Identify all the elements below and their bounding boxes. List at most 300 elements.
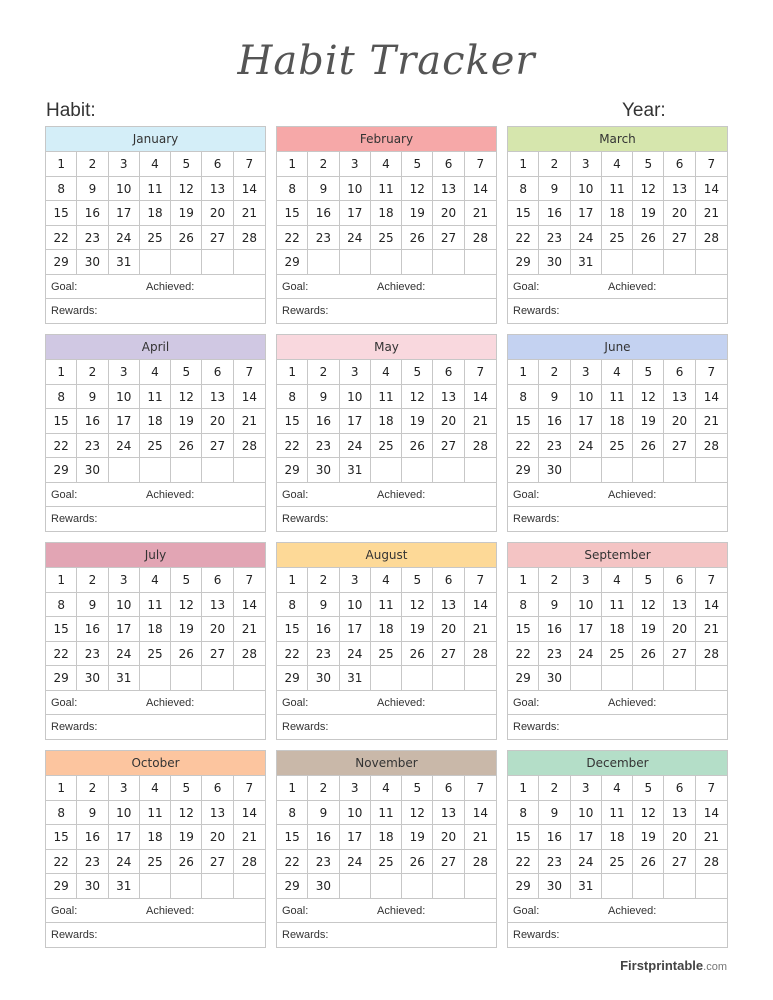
empty-day-cell[interactable] [371, 250, 402, 275]
day-cell[interactable]: 8 [277, 177, 308, 202]
goal-row[interactable] [508, 275, 727, 300]
day-cell[interactable]: 1 [508, 152, 539, 177]
day-cell[interactable]: 7 [465, 776, 496, 801]
day-cell[interactable]: 11 [371, 593, 402, 618]
day-cell[interactable]: 3 [340, 152, 371, 177]
day-cell[interactable]: 28 [465, 642, 496, 667]
empty-day-cell[interactable] [664, 458, 695, 483]
day-cell[interactable]: 28 [465, 226, 496, 251]
day-cell[interactable]: 18 [371, 409, 402, 434]
day-cell[interactable]: 3 [109, 152, 140, 177]
day-cell[interactable]: 11 [602, 177, 633, 202]
day-cell[interactable]: 7 [234, 776, 265, 801]
day-cell[interactable]: 11 [602, 385, 633, 410]
rewards-row[interactable] [277, 507, 496, 532]
day-cell[interactable]: 10 [340, 177, 371, 202]
day-cell[interactable]: 17 [109, 825, 140, 850]
day-cell[interactable]: 1 [508, 360, 539, 385]
day-cell[interactable]: 21 [696, 825, 727, 850]
day-cell[interactable]: 2 [539, 360, 570, 385]
day-cell[interactable]: 31 [340, 458, 371, 483]
day-cell[interactable]: 8 [46, 801, 77, 826]
day-cell[interactable]: 25 [602, 434, 633, 459]
day-cell[interactable]: 29 [277, 250, 308, 275]
day-cell[interactable]: 1 [46, 776, 77, 801]
day-cell[interactable]: 14 [234, 177, 265, 202]
day-cell[interactable]: 9 [308, 385, 339, 410]
day-cell[interactable]: 5 [402, 568, 433, 593]
day-cell[interactable]: 22 [508, 850, 539, 875]
day-cell[interactable]: 12 [402, 801, 433, 826]
day-cell[interactable]: 24 [340, 850, 371, 875]
day-cell[interactable]: 30 [539, 874, 570, 899]
day-cell[interactable]: 26 [402, 850, 433, 875]
day-cell[interactable]: 6 [664, 152, 695, 177]
day-cell[interactable]: 22 [46, 850, 77, 875]
day-cell[interactable]: 28 [696, 850, 727, 875]
day-cell[interactable]: 4 [602, 152, 633, 177]
day-cell[interactable]: 17 [109, 617, 140, 642]
day-cell[interactable]: 16 [539, 409, 570, 434]
day-cell[interactable]: 26 [633, 642, 664, 667]
day-cell[interactable]: 6 [202, 776, 233, 801]
day-cell[interactable]: 26 [633, 434, 664, 459]
day-cell[interactable]: 5 [171, 568, 202, 593]
day-cell[interactable]: 15 [46, 825, 77, 850]
day-cell[interactable]: 24 [109, 226, 140, 251]
day-cell[interactable]: 30 [77, 874, 108, 899]
day-cell[interactable]: 16 [308, 201, 339, 226]
day-cell[interactable]: 11 [140, 177, 171, 202]
day-cell[interactable]: 23 [308, 226, 339, 251]
day-cell[interactable]: 22 [508, 226, 539, 251]
day-cell[interactable]: 3 [571, 776, 602, 801]
day-cell[interactable]: 19 [633, 617, 664, 642]
day-cell[interactable]: 16 [77, 201, 108, 226]
day-cell[interactable]: 14 [234, 801, 265, 826]
day-cell[interactable]: 15 [508, 409, 539, 434]
day-cell[interactable]: 8 [277, 593, 308, 618]
day-cell[interactable]: 14 [465, 385, 496, 410]
day-cell[interactable]: 29 [277, 874, 308, 899]
day-cell[interactable]: 29 [508, 458, 539, 483]
day-cell[interactable]: 2 [77, 568, 108, 593]
day-cell[interactable]: 4 [371, 776, 402, 801]
day-cell[interactable]: 7 [696, 152, 727, 177]
day-cell[interactable]: 5 [402, 152, 433, 177]
day-cell[interactable]: 18 [140, 825, 171, 850]
day-cell[interactable]: 20 [433, 409, 464, 434]
day-cell[interactable]: 19 [633, 409, 664, 434]
day-cell[interactable]: 11 [371, 801, 402, 826]
day-cell[interactable]: 21 [465, 201, 496, 226]
day-cell[interactable]: 7 [465, 360, 496, 385]
day-cell[interactable]: 1 [277, 360, 308, 385]
day-cell[interactable]: 3 [109, 776, 140, 801]
empty-day-cell[interactable] [696, 874, 727, 899]
day-cell[interactable]: 16 [308, 409, 339, 434]
day-cell[interactable]: 16 [539, 617, 570, 642]
empty-day-cell[interactable] [602, 666, 633, 691]
empty-day-cell[interactable] [465, 874, 496, 899]
day-cell[interactable]: 4 [602, 568, 633, 593]
day-cell[interactable]: 17 [571, 409, 602, 434]
empty-day-cell[interactable] [234, 874, 265, 899]
day-cell[interactable]: 25 [140, 434, 171, 459]
day-cell[interactable]: 24 [571, 850, 602, 875]
day-cell[interactable]: 16 [77, 617, 108, 642]
day-cell[interactable]: 12 [633, 593, 664, 618]
day-cell[interactable]: 16 [77, 409, 108, 434]
day-cell[interactable]: 18 [602, 617, 633, 642]
day-cell[interactable]: 13 [202, 801, 233, 826]
day-cell[interactable]: 4 [602, 360, 633, 385]
day-cell[interactable]: 15 [277, 201, 308, 226]
day-cell[interactable]: 14 [465, 177, 496, 202]
empty-day-cell[interactable] [571, 666, 602, 691]
day-cell[interactable]: 2 [77, 360, 108, 385]
day-cell[interactable]: 6 [202, 360, 233, 385]
day-cell[interactable]: 31 [109, 666, 140, 691]
day-cell[interactable]: 17 [109, 201, 140, 226]
day-cell[interactable]: 27 [664, 850, 695, 875]
day-cell[interactable]: 10 [571, 801, 602, 826]
day-cell[interactable]: 11 [602, 593, 633, 618]
day-cell[interactable]: 9 [539, 801, 570, 826]
day-cell[interactable]: 2 [539, 776, 570, 801]
empty-day-cell[interactable] [171, 874, 202, 899]
day-cell[interactable]: 31 [571, 874, 602, 899]
rewards-row[interactable] [508, 507, 727, 532]
day-cell[interactable]: 8 [508, 177, 539, 202]
day-cell[interactable]: 12 [171, 593, 202, 618]
goal-row[interactable] [277, 691, 496, 716]
day-cell[interactable]: 3 [109, 568, 140, 593]
day-cell[interactable]: 12 [171, 385, 202, 410]
day-cell[interactable]: 15 [277, 409, 308, 434]
day-cell[interactable]: 31 [571, 250, 602, 275]
day-cell[interactable]: 19 [402, 201, 433, 226]
day-cell[interactable]: 13 [202, 177, 233, 202]
rewards-row[interactable] [277, 715, 496, 740]
day-cell[interactable]: 25 [602, 850, 633, 875]
day-cell[interactable]: 27 [433, 226, 464, 251]
day-cell[interactable]: 15 [46, 617, 77, 642]
day-cell[interactable]: 29 [46, 666, 77, 691]
day-cell[interactable]: 13 [664, 801, 695, 826]
day-cell[interactable]: 26 [633, 850, 664, 875]
rewards-row[interactable] [508, 299, 727, 324]
day-cell[interactable]: 2 [308, 568, 339, 593]
day-cell[interactable]: 1 [277, 776, 308, 801]
day-cell[interactable]: 28 [234, 642, 265, 667]
day-cell[interactable]: 23 [539, 642, 570, 667]
empty-day-cell[interactable] [602, 250, 633, 275]
day-cell[interactable]: 15 [508, 825, 539, 850]
rewards-row[interactable] [508, 715, 727, 740]
day-cell[interactable]: 25 [602, 226, 633, 251]
day-cell[interactable]: 24 [571, 642, 602, 667]
day-cell[interactable]: 18 [371, 201, 402, 226]
day-cell[interactable]: 4 [140, 360, 171, 385]
day-cell[interactable]: 15 [508, 201, 539, 226]
day-cell[interactable]: 30 [308, 458, 339, 483]
rewards-row[interactable] [277, 923, 496, 948]
day-cell[interactable]: 25 [371, 434, 402, 459]
day-cell[interactable]: 14 [696, 593, 727, 618]
day-cell[interactable]: 23 [77, 850, 108, 875]
day-cell[interactable]: 20 [664, 617, 695, 642]
empty-day-cell[interactable] [234, 458, 265, 483]
day-cell[interactable]: 17 [571, 825, 602, 850]
day-cell[interactable]: 22 [277, 642, 308, 667]
empty-day-cell[interactable] [234, 666, 265, 691]
empty-day-cell[interactable] [633, 666, 664, 691]
day-cell[interactable]: 24 [109, 850, 140, 875]
day-cell[interactable]: 27 [202, 226, 233, 251]
day-cell[interactable]: 27 [433, 642, 464, 667]
empty-day-cell[interactable] [171, 666, 202, 691]
day-cell[interactable]: 27 [202, 642, 233, 667]
day-cell[interactable]: 6 [433, 776, 464, 801]
day-cell[interactable]: 14 [696, 801, 727, 826]
day-cell[interactable]: 16 [539, 825, 570, 850]
day-cell[interactable]: 10 [109, 801, 140, 826]
day-cell[interactable]: 3 [109, 360, 140, 385]
day-cell[interactable]: 20 [202, 825, 233, 850]
day-cell[interactable]: 7 [234, 568, 265, 593]
empty-day-cell[interactable] [664, 666, 695, 691]
empty-day-cell[interactable] [140, 250, 171, 275]
day-cell[interactable]: 18 [371, 617, 402, 642]
day-cell[interactable]: 4 [140, 152, 171, 177]
day-cell[interactable]: 14 [465, 801, 496, 826]
day-cell[interactable]: 7 [465, 152, 496, 177]
day-cell[interactable]: 15 [508, 617, 539, 642]
day-cell[interactable]: 2 [77, 776, 108, 801]
day-cell[interactable]: 8 [508, 801, 539, 826]
day-cell[interactable]: 11 [140, 801, 171, 826]
day-cell[interactable]: 3 [340, 776, 371, 801]
empty-day-cell[interactable] [109, 458, 140, 483]
day-cell[interactable]: 10 [340, 593, 371, 618]
day-cell[interactable]: 26 [402, 642, 433, 667]
day-cell[interactable]: 8 [277, 801, 308, 826]
day-cell[interactable]: 24 [340, 642, 371, 667]
day-cell[interactable]: 16 [77, 825, 108, 850]
day-cell[interactable]: 21 [696, 617, 727, 642]
empty-day-cell[interactable] [633, 874, 664, 899]
empty-day-cell[interactable] [371, 874, 402, 899]
day-cell[interactable]: 10 [109, 177, 140, 202]
day-cell[interactable]: 29 [46, 250, 77, 275]
day-cell[interactable]: 8 [46, 177, 77, 202]
day-cell[interactable]: 20 [202, 201, 233, 226]
day-cell[interactable]: 10 [571, 385, 602, 410]
day-cell[interactable]: 12 [171, 801, 202, 826]
day-cell[interactable]: 30 [77, 250, 108, 275]
goal-row[interactable] [508, 691, 727, 716]
day-cell[interactable]: 10 [340, 385, 371, 410]
day-cell[interactable]: 8 [508, 593, 539, 618]
day-cell[interactable]: 29 [508, 250, 539, 275]
day-cell[interactable]: 24 [109, 434, 140, 459]
empty-day-cell[interactable] [602, 458, 633, 483]
day-cell[interactable]: 19 [402, 825, 433, 850]
day-cell[interactable]: 6 [664, 360, 695, 385]
day-cell[interactable]: 22 [508, 434, 539, 459]
day-cell[interactable]: 14 [696, 177, 727, 202]
day-cell[interactable]: 26 [171, 850, 202, 875]
empty-day-cell[interactable] [465, 666, 496, 691]
empty-day-cell[interactable] [433, 458, 464, 483]
day-cell[interactable]: 14 [234, 593, 265, 618]
goal-row[interactable] [46, 691, 265, 716]
day-cell[interactable]: 9 [77, 593, 108, 618]
rewards-row[interactable] [46, 923, 265, 948]
day-cell[interactable]: 9 [77, 801, 108, 826]
day-cell[interactable]: 10 [571, 177, 602, 202]
empty-day-cell[interactable] [602, 874, 633, 899]
day-cell[interactable]: 18 [140, 409, 171, 434]
empty-day-cell[interactable] [234, 250, 265, 275]
day-cell[interactable]: 16 [539, 201, 570, 226]
day-cell[interactable]: 13 [433, 801, 464, 826]
day-cell[interactable]: 19 [633, 201, 664, 226]
day-cell[interactable]: 1 [46, 152, 77, 177]
day-cell[interactable]: 19 [402, 409, 433, 434]
day-cell[interactable]: 10 [109, 593, 140, 618]
day-cell[interactable]: 13 [202, 385, 233, 410]
rewards-row[interactable] [46, 299, 265, 324]
day-cell[interactable]: 29 [508, 666, 539, 691]
day-cell[interactable]: 20 [433, 201, 464, 226]
empty-day-cell[interactable] [571, 458, 602, 483]
day-cell[interactable]: 27 [202, 850, 233, 875]
day-cell[interactable]: 17 [340, 201, 371, 226]
empty-day-cell[interactable] [140, 874, 171, 899]
day-cell[interactable]: 29 [46, 874, 77, 899]
day-cell[interactable]: 12 [402, 385, 433, 410]
day-cell[interactable]: 30 [539, 458, 570, 483]
day-cell[interactable]: 8 [46, 385, 77, 410]
day-cell[interactable]: 10 [340, 801, 371, 826]
day-cell[interactable]: 23 [308, 434, 339, 459]
day-cell[interactable]: 31 [109, 874, 140, 899]
day-cell[interactable]: 19 [402, 617, 433, 642]
empty-day-cell[interactable] [696, 666, 727, 691]
day-cell[interactable]: 7 [234, 360, 265, 385]
day-cell[interactable]: 19 [171, 409, 202, 434]
day-cell[interactable]: 29 [277, 666, 308, 691]
day-cell[interactable]: 25 [371, 850, 402, 875]
day-cell[interactable]: 17 [109, 409, 140, 434]
day-cell[interactable]: 5 [171, 152, 202, 177]
day-cell[interactable]: 18 [602, 825, 633, 850]
goal-row[interactable] [508, 483, 727, 508]
day-cell[interactable]: 16 [308, 825, 339, 850]
day-cell[interactable]: 21 [465, 825, 496, 850]
day-cell[interactable]: 21 [696, 201, 727, 226]
day-cell[interactable]: 1 [277, 568, 308, 593]
day-cell[interactable]: 9 [539, 177, 570, 202]
day-cell[interactable]: 14 [696, 385, 727, 410]
goal-row[interactable] [277, 483, 496, 508]
day-cell[interactable]: 12 [633, 801, 664, 826]
day-cell[interactable]: 7 [696, 776, 727, 801]
day-cell[interactable]: 5 [633, 776, 664, 801]
day-cell[interactable]: 14 [465, 593, 496, 618]
day-cell[interactable]: 27 [664, 642, 695, 667]
empty-day-cell[interactable] [664, 250, 695, 275]
day-cell[interactable]: 28 [465, 850, 496, 875]
day-cell[interactable]: 9 [308, 593, 339, 618]
day-cell[interactable]: 13 [433, 385, 464, 410]
empty-day-cell[interactable] [202, 458, 233, 483]
day-cell[interactable]: 27 [202, 434, 233, 459]
empty-day-cell[interactable] [433, 666, 464, 691]
empty-day-cell[interactable] [433, 874, 464, 899]
day-cell[interactable]: 4 [140, 776, 171, 801]
empty-day-cell[interactable] [633, 458, 664, 483]
day-cell[interactable]: 27 [433, 850, 464, 875]
day-cell[interactable]: 26 [171, 434, 202, 459]
day-cell[interactable]: 26 [402, 434, 433, 459]
rewards-row[interactable] [46, 507, 265, 532]
day-cell[interactable]: 7 [696, 568, 727, 593]
day-cell[interactable]: 11 [371, 177, 402, 202]
day-cell[interactable]: 19 [633, 825, 664, 850]
day-cell[interactable]: 24 [340, 434, 371, 459]
day-cell[interactable]: 31 [340, 666, 371, 691]
day-cell[interactable]: 28 [696, 642, 727, 667]
goal-row[interactable] [277, 899, 496, 924]
day-cell[interactable]: 11 [602, 801, 633, 826]
empty-day-cell[interactable] [202, 666, 233, 691]
day-cell[interactable]: 13 [664, 177, 695, 202]
rewards-row[interactable] [46, 715, 265, 740]
day-cell[interactable]: 6 [664, 568, 695, 593]
day-cell[interactable]: 16 [308, 617, 339, 642]
day-cell[interactable]: 26 [171, 226, 202, 251]
day-cell[interactable]: 25 [140, 642, 171, 667]
day-cell[interactable]: 30 [308, 666, 339, 691]
day-cell[interactable]: 23 [77, 434, 108, 459]
day-cell[interactable]: 14 [234, 385, 265, 410]
day-cell[interactable]: 1 [46, 360, 77, 385]
day-cell[interactable]: 9 [539, 385, 570, 410]
empty-day-cell[interactable] [633, 250, 664, 275]
day-cell[interactable]: 30 [539, 250, 570, 275]
day-cell[interactable]: 20 [202, 409, 233, 434]
day-cell[interactable]: 28 [234, 434, 265, 459]
day-cell[interactable]: 9 [539, 593, 570, 618]
empty-day-cell[interactable] [664, 874, 695, 899]
day-cell[interactable]: 23 [77, 642, 108, 667]
day-cell[interactable]: 30 [77, 458, 108, 483]
day-cell[interactable]: 21 [465, 617, 496, 642]
empty-day-cell[interactable] [696, 458, 727, 483]
day-cell[interactable]: 9 [77, 385, 108, 410]
day-cell[interactable]: 22 [46, 226, 77, 251]
empty-day-cell[interactable] [171, 250, 202, 275]
day-cell[interactable]: 8 [46, 593, 77, 618]
empty-day-cell[interactable] [696, 250, 727, 275]
day-cell[interactable]: 24 [571, 434, 602, 459]
day-cell[interactable]: 21 [696, 409, 727, 434]
day-cell[interactable]: 23 [539, 434, 570, 459]
day-cell[interactable]: 3 [340, 360, 371, 385]
